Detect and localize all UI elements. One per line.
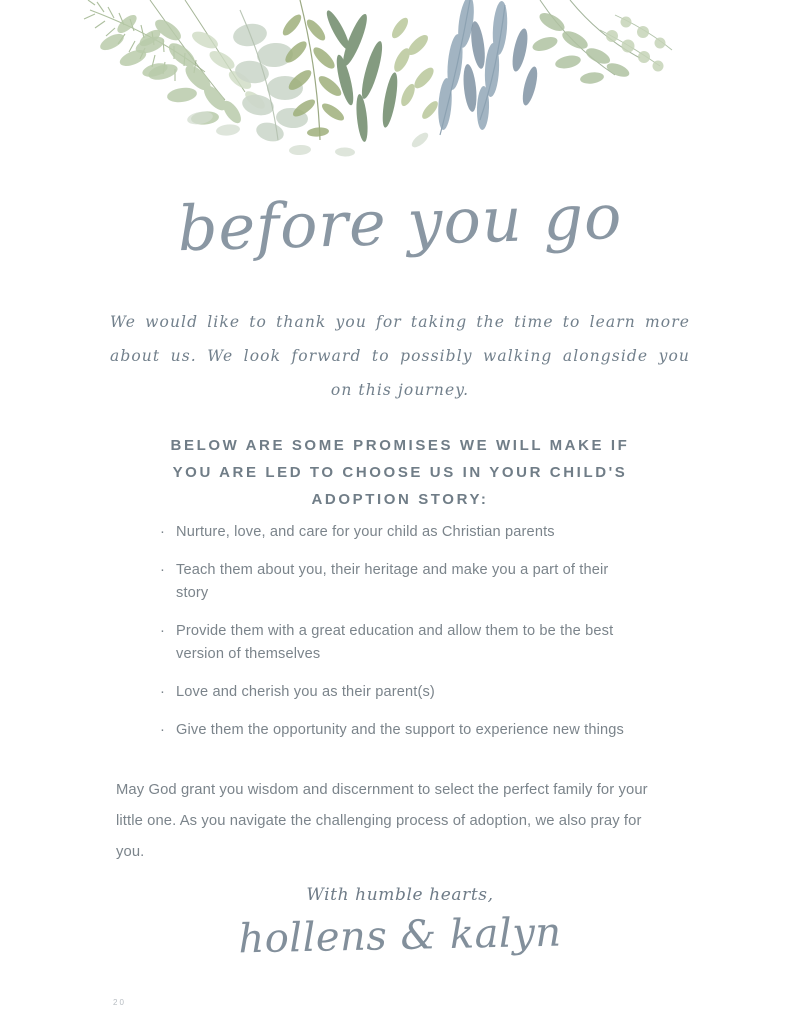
page-number: 20	[113, 998, 126, 1007]
closing-paragraph: May God grant you wisdom and discernment to select the perfect family for your little one. As you navigate the challenging process of adoption, we also pray for you.	[116, 782, 648, 860]
list-item	[160, 719, 630, 742]
promises-heading	[120, 432, 680, 513]
signoff-salutation: With humble hearts,	[306, 885, 494, 905]
bullet-icon: ·	[160, 722, 166, 738]
promise-list	[160, 521, 630, 757]
list-item-label: Provide them with a great education and allow them to be the best version of themselves	[176, 623, 614, 662]
list-item	[160, 620, 630, 666]
signature: hollens & kalyn	[237, 909, 563, 963]
list-item	[160, 521, 630, 544]
intro-line-2: about us. We look forward to possibly walking alongside you	[110, 347, 690, 365]
bullet-icon: ·	[160, 623, 166, 639]
list-item-label: Love and cherish you as their parent(s)	[176, 684, 435, 700]
list-item-label: Nurture, love, and care for your child as Christian parents	[176, 524, 555, 540]
promises-heading-line-3: ADOPTION STORY:	[311, 491, 489, 508]
intro-line-3: on this journey.	[330, 381, 470, 399]
bullet-icon: ·	[160, 562, 166, 578]
list-item-label: Teach them about you, their heritage and make you a part of their story	[176, 562, 609, 601]
list-item-label: Give them the opportunity and the support to experience new things	[176, 722, 624, 738]
bullet-icon: ·	[160, 524, 166, 540]
list-item	[160, 681, 630, 704]
list-item	[160, 559, 630, 605]
botanical-header-illustration	[0, 0, 800, 185]
bullet-icon: ·	[160, 684, 166, 700]
intro-line-1: We would like to thank you for taking the time to learn more	[110, 313, 690, 331]
promises-heading-line-2: YOU ARE LED TO CHOOSE US IN YOUR CHILD'S	[172, 464, 628, 481]
promises-heading-line-1: BELOW ARE SOME PROMISES WE WILL MAKE IF	[170, 437, 630, 454]
page-title: before you go	[176, 179, 624, 266]
intro-paragraph	[110, 305, 690, 407]
greenery-svg	[0, 0, 800, 185]
